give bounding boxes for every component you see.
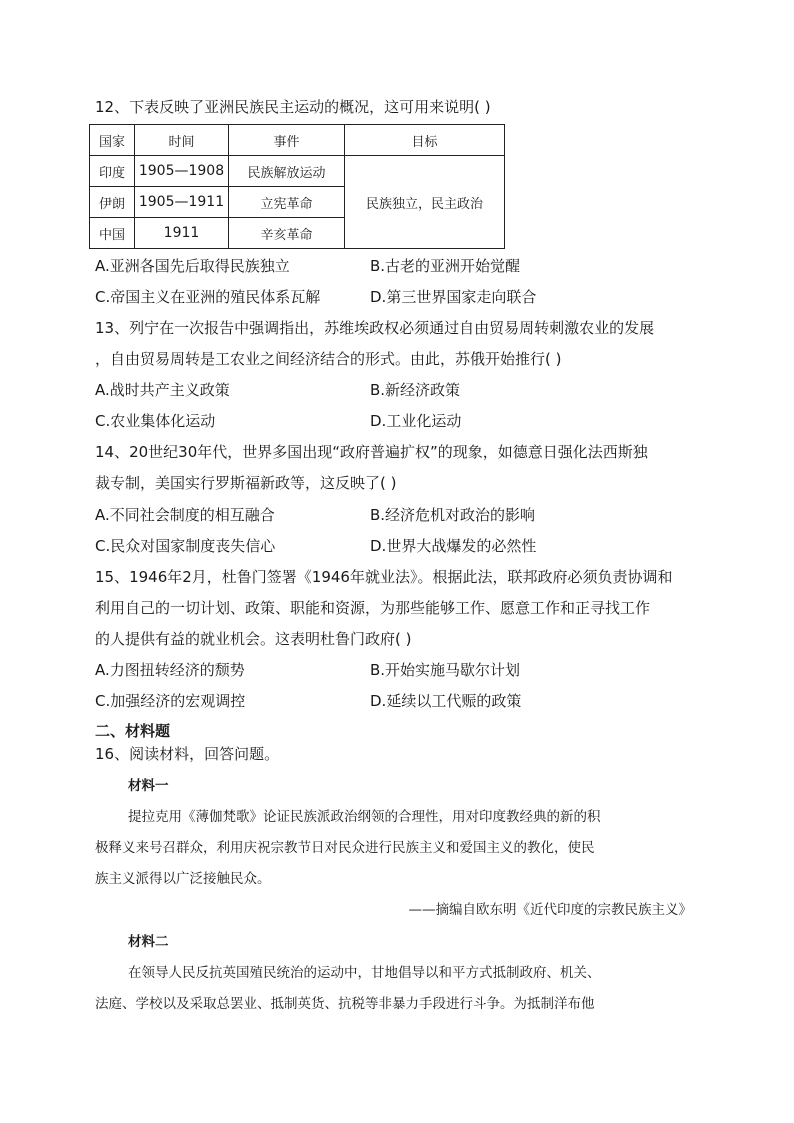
table-cell-time: 1911 xyxy=(135,218,229,249)
q14-option-c[interactable]: C.民众对国家制度丧失信心 xyxy=(95,537,276,555)
q13-option-c[interactable]: C.农业集体化运动 xyxy=(95,412,216,430)
q14-option-b[interactable]: B.经济危机对政治的影响 xyxy=(370,506,536,524)
q15-stem-line3: 的人提供有益的就业机会。这表明杜鲁门政府( ) xyxy=(95,630,412,648)
material-1-title: 材料一 xyxy=(128,778,169,794)
table-cell-event: 民族解放运动 xyxy=(229,156,345,187)
table-cell-goal: 民族独立，民主政治 xyxy=(345,156,505,249)
table-cell-event: 立宪革命 xyxy=(229,187,345,218)
q12-option-b[interactable]: B.古老的亚洲开始觉醒 xyxy=(370,257,521,275)
table-cell-country: 伊朗 xyxy=(90,187,135,218)
q15-option-d[interactable]: D.延续以工代赈的政策 xyxy=(370,692,522,710)
table-header-row xyxy=(90,125,505,156)
table-cell-event: 辛亥革命 xyxy=(229,218,345,249)
q13-option-a[interactable]: A.战时共产主义政策 xyxy=(95,381,230,399)
material-1-line3: 族主义派得以广泛接触民众。 xyxy=(95,871,271,887)
q15-stem-line2: 利用自己的一切计划、政策、职能和资源，为那些能够工作、愿意工作和正寻找工作 xyxy=(95,599,651,617)
table-cell-time: 1905—1911 xyxy=(135,187,229,218)
q15-option-a[interactable]: A.力图扭转经济的颓势 xyxy=(95,661,245,679)
q16-stem: 16、阅读材料，回答问题。 xyxy=(95,745,280,763)
q13-option-b[interactable]: B.新经济政策 xyxy=(370,381,461,399)
section-heading: 二、材料题 xyxy=(95,722,171,740)
material-2-line2: 法庭、学校以及采取总罢业、抵制英货、抗税等非暴力手段进行斗争。为抵制洋布他 xyxy=(95,996,595,1012)
q13-stem-line1: 13、列宁在一次报告中强调指出，苏维埃政权必须通过自由贸易周转刺激农业的发展 xyxy=(95,319,655,337)
table-cell-country: 中国 xyxy=(90,218,135,249)
q13-option-d[interactable]: D.工业化运动 xyxy=(370,412,462,430)
q12-option-c[interactable]: C.帝国主义在亚洲的殖民体系瓦解 xyxy=(95,288,321,306)
q14-stem-line1: 14、20世纪30年代，世界多国出现“政府普遍扩权”的现象，如德意日强化法西斯独 xyxy=(95,443,648,461)
q15-option-b[interactable]: B.开始实施马歇尔计划 xyxy=(370,661,521,679)
q15-option-c[interactable]: C.加强经济的宏观调控 xyxy=(95,692,246,710)
table-header-cell: 时间 xyxy=(135,125,229,156)
q12-stem: 12、下表反映了亚洲民族民主运动的概况，这可用来说明( ) xyxy=(95,98,491,116)
q13-stem-line2: ，自由贸易周转是工农业之间经济结合的形式。由此，苏俄开始推行( ) xyxy=(95,350,562,368)
material-1-line1: 提拉克用《薄伽梵歌》论证民族派政治纲领的合理性，用对印度教经典的新的积 xyxy=(128,809,601,825)
material-2-title: 材料二 xyxy=(128,934,169,950)
material-1-line2: 极释义来号召群众，利用庆祝宗教节日对民众进行民族主义和爱国主义的教化，使民 xyxy=(95,840,595,856)
table-row xyxy=(90,156,505,187)
q12-option-d[interactable]: D.第三世界国家走向联合 xyxy=(370,288,537,306)
material-1-source: ——摘编自欧东明《近代印度的宗教民族主义》 xyxy=(408,902,692,918)
table-header-cell: 国家 xyxy=(90,125,135,156)
table-cell-time: 1905—1908 xyxy=(135,156,229,187)
q15-stem-line1: 15、1946年2月，杜鲁门签署《1946年就业法》。根据此法，联邦政府必须负责协调和 xyxy=(95,568,673,586)
movement-table xyxy=(89,124,505,249)
table-cell-country: 印度 xyxy=(90,156,135,187)
q12-option-a[interactable]: A.亚洲各国先后取得民族独立 xyxy=(95,257,290,275)
table-header-cell: 目标 xyxy=(345,125,505,156)
table-header-cell: 事件 xyxy=(229,125,345,156)
q14-stem-line2: 裁专制，美国实行罗斯福新政等，这反映了( ) xyxy=(95,474,397,492)
q14-option-a[interactable]: A.不同社会制度的相互融合 xyxy=(95,506,275,524)
q14-option-d[interactable]: D.世界大战爆发的必然性 xyxy=(370,537,537,555)
material-2-line1: 在领导人民反抗英国殖民统治的运动中，甘地倡导以和平方式抵制政府、机关、 xyxy=(128,965,601,981)
